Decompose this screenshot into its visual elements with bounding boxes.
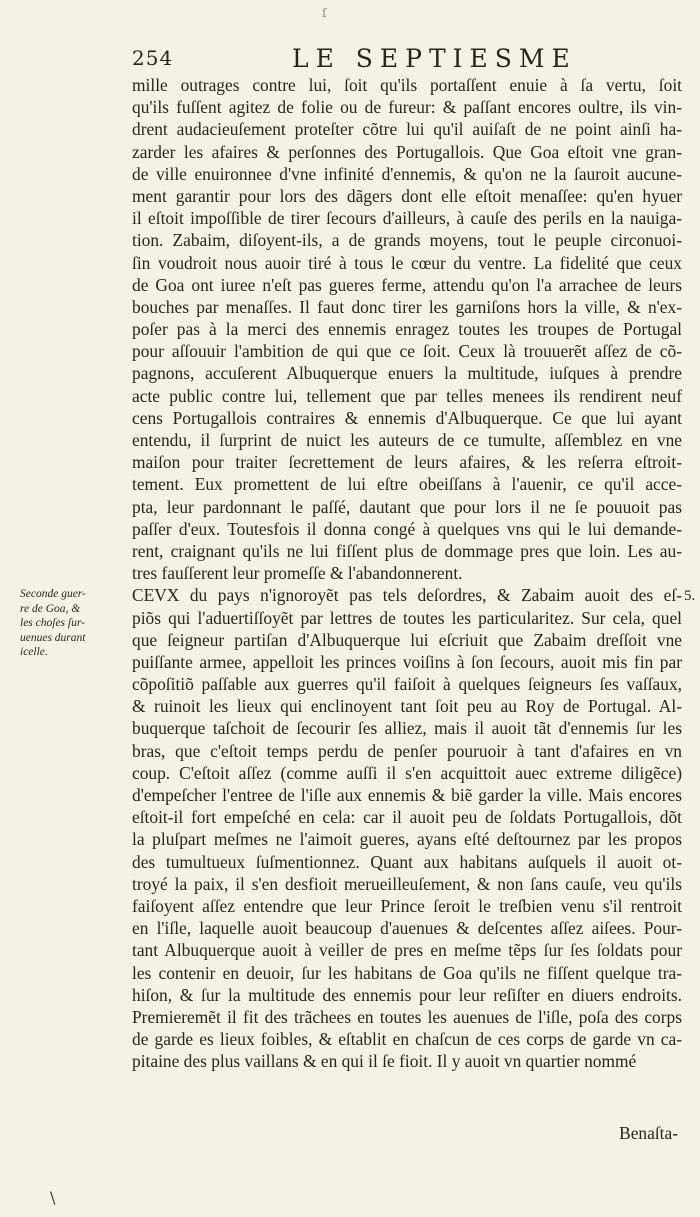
margin-note-line: uenues durant	[20, 631, 86, 644]
top-mark: ſ	[322, 6, 327, 20]
text-line: faiſoyent aſſez entendre que leur Prince ſeroit le treſbien venu s'il rentroit	[132, 895, 682, 916]
text-line: coup. C'eſtoit aſſez (comme auſſi il s'en acquittoit auec extreme diligẽce)	[132, 762, 682, 783]
text-line: maiſon pour traiter ſecrettement de leurs afaires, & les reſerra eſtroit-	[132, 452, 682, 473]
stray-mark: \	[50, 1188, 56, 1207]
text-line: poſer pas à la merci des ennemis enragez toutes les troupes de Portugal	[132, 319, 682, 340]
text-line: eſtoit-il fort empeſché en cela: car il auoit peu de ſoldats Portugallois, dõt	[132, 807, 682, 828]
text-line: d'empeſcher l'entree de l'iſle aux ennemis & biẽ garder la ville. Mais encores	[132, 785, 682, 805]
text-line: cõpoſitiõ paſſable aux guerres qu'il faiſoit à quelques ſeigneurs ſes vaſſaux,	[132, 674, 682, 695]
text-line: en l'iſle, laquelle auoit beaucoup d'auenues & deſcentes aſſez aiſees. Pour-	[132, 918, 682, 939]
text-line: bouches par menaſſes. Il faut donc tirer les garniſons hors la ville, & n'ex-	[132, 296, 682, 317]
text-line: tion. Zabaim, diſoyent-ils, a de grands moyens, tout le peuple circonuoi-	[132, 230, 682, 251]
text-line: pour aſſouuir l'ambition de qui que ce ſoit. Ceux là trouuerẽt aſſez de cõ-	[132, 341, 682, 362]
text-line: ment garantir pour lors des dãgers dont elle eſtoit menaſſee: qu'en hyuer	[132, 185, 682, 206]
text-line: zarder les afaires & perſonnes des Portugallois. Que Goa eſtoit vne gran-	[132, 141, 682, 162]
text-line: pagnons, accuſerent Albuquerque enuers la multitude, iuſques à prendre	[132, 363, 682, 384]
text-line: acte public contre lui, tellement que par telles menees ils rendirent neuf	[132, 385, 682, 406]
text-line: buquerque taſchoit de ſecourir ſes alliez, mais il auoit tãt d'ennemis ſur les	[132, 718, 682, 739]
page-number: 254	[132, 46, 174, 70]
text-line: ſin voudroit nous auoir tiré à tous le cœur du ventre. La fidelité que ceux	[132, 252, 682, 273]
margin-note-line: les choſes ſur-	[20, 617, 85, 630]
catchword: Benaſta-	[619, 1123, 678, 1143]
text-line: piõs qui l'aduertiſſoyẽt par lettres de toutes les particularitez. Sur cela, quel	[132, 607, 682, 628]
text-line: bras, que c'eſtoit temps perdu de penſer pouruoir à tant d'afaires en vn	[132, 740, 682, 761]
text-line: Premieremẽt il fit des trãchees en toutes les auenues de l'iſle, poſa des corps	[132, 1006, 682, 1027]
text-line: drent audacieuſement proteſter cõtre lui qu'il auiſaſt de ne point ainſi ha-	[132, 119, 682, 140]
text-line: la pluſpart meſmes ne l'aimoit gueres, ayans eſté deſtournez par les propos	[132, 829, 682, 850]
text-line: de ville enuironnee d'vne infinité d'ennemis, & qu'on ne la ſauroit aucune-	[132, 163, 682, 184]
margin-note-line: Seconde guer-	[20, 588, 86, 600]
margin-note	[20, 587, 130, 660]
text-line: & ruinoit les lieux qui enclinoyent tant ſoit peu au Roy de Portugal. Al-	[132, 696, 682, 717]
text-line: entendu, il ſurprint de nuict les auteurs de ce tumulte, aſſemblez en vne	[132, 430, 682, 450]
text-line: hiſon, & ſur la multitude des ennemis pour leur reſiſter en diuers endroits.	[132, 984, 682, 1005]
margin-note-line: re de Goa, &	[20, 602, 81, 615]
text-line: puiſſante armee, appelloit les princes voiſins à ſon ſecours, auoit mis fin par	[132, 651, 682, 672]
text-line: de garde es lieux foibles, & eſtablit en chaſcun de ces corps de garde vn ca-	[132, 1029, 682, 1050]
text-line: qu'ils fuſſent agitez de folie ou de fureur: & paſſant encores oultre, ils vin-	[132, 97, 682, 118]
margin-note-line: icelle.	[20, 646, 48, 659]
margin-number: 5.	[684, 588, 696, 604]
text-line: mille outrages contre lui, ſoit qu'ils portaſſent enuie à ſa vertu, ſoit	[132, 75, 682, 95]
text-line: de Goa ont iuree n'eſt pas gueres ferme, attendu qu'on l'a arrachee de leurs	[132, 274, 682, 295]
text-line: tres fauſſerent leur promeſſe & l'abandonnerent.	[132, 563, 463, 584]
text-line: il eſtoit impoſſible de tirer ſecours d'ailleurs, à cauſe des perils en la nauiga-	[132, 208, 682, 229]
text-line: pta, leur pardonnant le paſſé, dautant que pour lors il ne ſe pouuoit pas	[132, 496, 682, 517]
text-line: rent, craignant qu'ils ne lui fiſſent plus de dommage pres que loin. Les au-	[132, 540, 682, 561]
text-line: paſſer d'eux. Toutesfois il donna congé à quelques vns qui le lui demande-	[132, 518, 682, 539]
text-line: les contenir en deuoir, ſur les habitans de Goa qu'ils ne fiſſent quelque tra-	[132, 962, 682, 983]
text-line: des tumultueux ſuſmentionnez. Quant aux habitans auſquels il auoit ot-	[132, 851, 682, 872]
running-title: LE SEPTIESME	[292, 44, 577, 73]
body-text	[132, 74, 682, 1072]
text-line: troyé la paix, il s'en desfioit merueilleuſement, & non ſans cauſe, veu qu'ils	[132, 873, 682, 894]
text-line: tement. Eux promettent de lui eſtre obeiſſans à l'auenir, ce qu'il acce-	[132, 474, 682, 495]
text-line: tant Albuquerque auoit à veiller de pres en meſme tẽps ſur ſes ſoldats pour	[132, 940, 682, 961]
text-line: CEVX du pays n'ignoroyẽt pas tels deſordres, & Zabaim auoit des eſ-	[132, 585, 682, 606]
text-line: que ſeigneur partiſan d'Albuquerque lui eſcriuit que Zabaim dreſſoit vne	[132, 629, 682, 650]
page-header	[132, 44, 680, 74]
text-line: pitaine des plus vaillans & en qui il ſe fioit. Il y auoit vn quartier nommé	[132, 1051, 637, 1072]
text-line: cens Portugallois contraires & ennemis d'Albuquerque. Ce que lui ayant	[132, 407, 682, 428]
